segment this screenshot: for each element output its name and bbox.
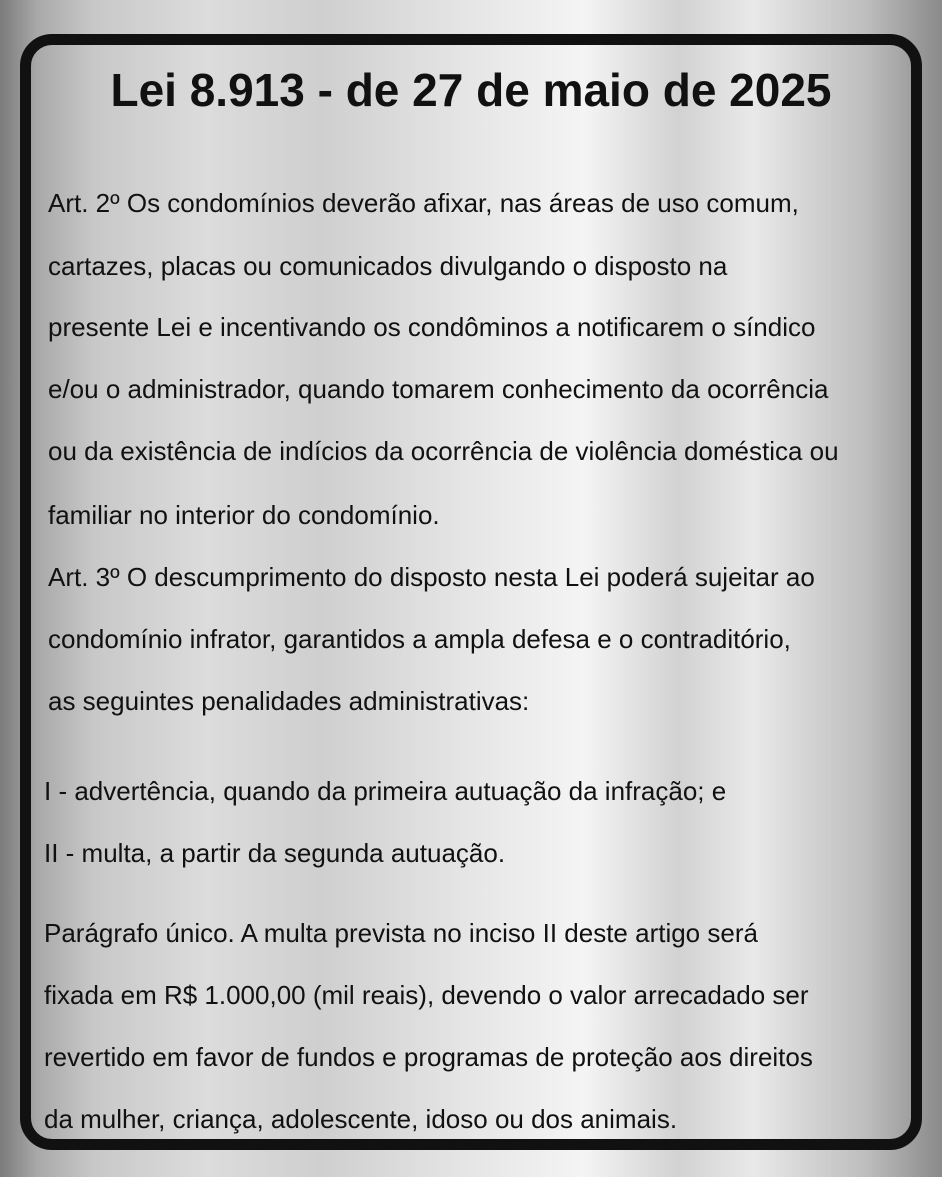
art2-line: Art. 2º Os condomínios deverão afixar, nas áreas de uso comum, [48, 188, 799, 218]
art3-line: condomínio infrator, garantidos a ampla defesa e o contraditório, [48, 624, 791, 654]
art3-line: as seguintes penalidades administrativas: [48, 686, 530, 716]
law-title: Lei 8.913 - de 27 de maio de 2025 [110, 64, 832, 116]
art2-line: e/ou o administrador, quando tomarem conhecimento da ocorrência [48, 374, 829, 404]
art2-line: presente Lei e incentivando os condôminos a notificarem o síndico [48, 312, 816, 342]
art2-line: familiar no interior do condomínio. [48, 500, 440, 530]
inciso-ii: II - multa, a partir da segunda autuação. [44, 838, 506, 868]
art3-line: Art. 3º O descumprimento do disposto nesta Lei poderá sujeitar ao [48, 562, 815, 592]
art2-line: cartazes, placas ou comunicados divulgando o disposto na [48, 251, 728, 281]
paragrafo-line: Parágrafo único. A multa prevista no inciso II deste artigo será [44, 918, 758, 948]
paragrafo-line: da mulher, criança, adolescente, idoso ou dos animais. [44, 1104, 678, 1134]
paragrafo-line: fixada em R$ 1.000,00 (mil reais), devendo o valor arrecadado ser [44, 980, 809, 1010]
inciso-i: I - advertência, quando da primeira autuação da infração; e [44, 776, 727, 806]
art2-line: ou da existência de indícios da ocorrência de violência doméstica ou [48, 436, 839, 466]
paragrafo-line: revertido em favor de fundos e programas de proteção aos direitos [44, 1042, 813, 1072]
